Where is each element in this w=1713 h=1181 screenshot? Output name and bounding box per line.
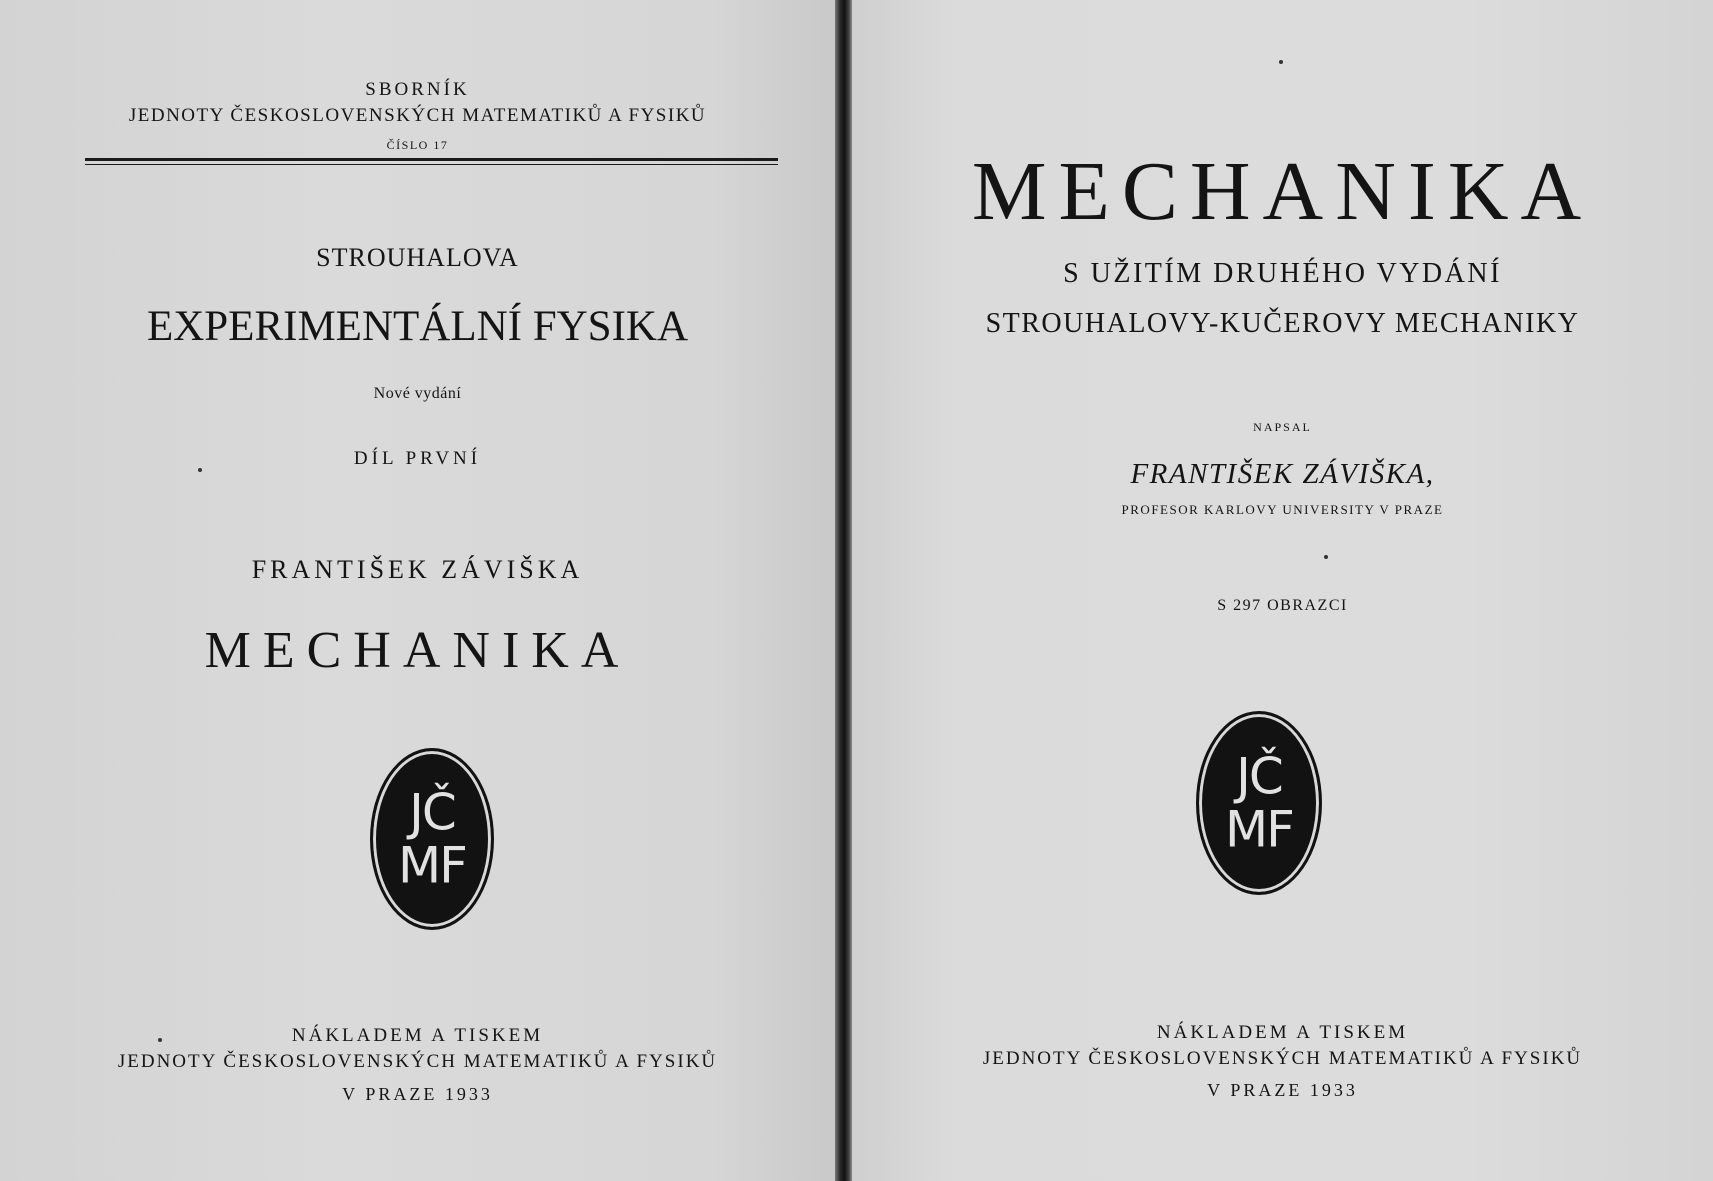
edition-note: Nové vydání	[373, 385, 462, 402]
logo-bottom-letters: MF	[398, 836, 466, 894]
author-title: PROFESOR KARLOVY UNIVERSITY V PRAZE	[1121, 502, 1444, 517]
publisher-line-1: NÁKLADEM A TISKEM	[291, 1025, 544, 1046]
subtitle-line-1: S UŽITÍM DRUHÉHO VYDÁNÍ	[1063, 258, 1502, 289]
series-number: ČÍSLO 17	[386, 138, 449, 152]
society-name: JEDNOTY ČESKOSLOVENSKÝCH MATEMATIKŮ A FYSIKŮ	[128, 105, 707, 126]
left-page	[0, 0, 835, 1181]
jcmf-logo	[1196, 711, 1322, 895]
logo-bottom-letters: MF	[1225, 800, 1293, 858]
ink-speck	[158, 1038, 162, 1042]
logo-top-letters: JČ	[1236, 747, 1282, 806]
logo-top-letters: JČ	[409, 783, 455, 842]
title-heading: MECHANIKA	[971, 145, 1594, 238]
publisher-line-1: NÁKLADEM A TISKEM	[1156, 1022, 1409, 1043]
jcmf-logo	[370, 748, 494, 930]
author-name: FRANTIŠEK ZÁVIŠKA	[251, 555, 584, 584]
ink-speck	[1279, 60, 1283, 64]
ink-speck	[198, 468, 202, 472]
ink-speck	[1324, 555, 1328, 559]
subtitle-line-2: STROUHALOVY-KUČEROVY MECHANIKY	[985, 308, 1580, 339]
jcmf-logo-letters	[1225, 747, 1293, 858]
book-title: MECHANIKA	[204, 622, 631, 679]
main-title: EXPERIMENTÁLNÍ FYSIKA	[146, 303, 689, 350]
series-title: SBORNÍK	[365, 79, 470, 100]
header-rule-thin	[85, 164, 778, 165]
publisher-line-3: V PRAZE 1933	[1207, 1080, 1358, 1100]
volume-part: DÍL PRVNÍ	[353, 448, 482, 469]
author-name: FRANTIŠEK ZÁVIŠKA,	[1130, 458, 1435, 490]
publisher-line-2: JEDNOTY ČESKOSLOVENSKÝCH MATEMATIKŮ A FYSIKŮ	[117, 1051, 718, 1072]
publisher-line-2: JEDNOTY ČESKOSLOVENSKÝCH MATEMATIKŮ A FYSIKŮ	[982, 1048, 1583, 1069]
wrote-label: NAPSAL	[1253, 420, 1312, 434]
right-page	[852, 0, 1713, 1181]
publisher-line-3: V PRAZE 1933	[342, 1084, 493, 1104]
jcmf-logo-letters	[398, 783, 466, 894]
book-gutter	[835, 0, 852, 1181]
figures-note: S 297 OBRAZCI	[1217, 597, 1348, 614]
work-owner: STROUHALOVA	[316, 243, 519, 272]
header-rule-thick	[85, 158, 778, 161]
